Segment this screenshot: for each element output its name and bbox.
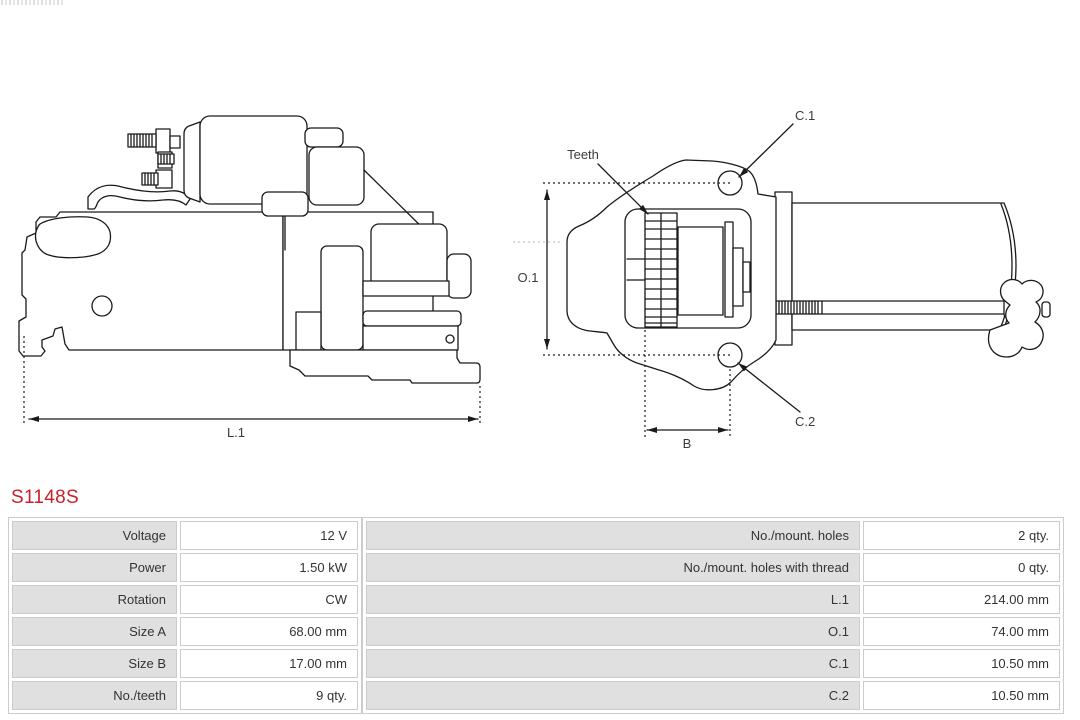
table-row	[12, 681, 358, 710]
table-row	[12, 521, 358, 550]
spec-value: 68.00 mm	[180, 617, 358, 646]
table-row	[12, 553, 358, 582]
dim-label-c1: C.1	[795, 108, 816, 123]
pinion-gear	[645, 213, 677, 327]
spec-value: CW	[180, 585, 358, 614]
spec-label: Size A	[12, 617, 177, 646]
table-row	[12, 617, 358, 646]
teeth-label: Teeth	[567, 147, 599, 162]
spec-label: O.1	[366, 617, 860, 646]
spec-value: 10.50 mm	[863, 649, 1060, 678]
spec-value: 214.00 mm	[863, 585, 1060, 614]
callout-c1	[739, 108, 815, 177]
front-view-drawing	[513, 108, 1050, 451]
side-view-drawing	[19, 116, 480, 440]
housing-hole	[92, 296, 112, 316]
spec-value: 17.00 mm	[180, 649, 358, 678]
spec-label: Voltage	[12, 521, 177, 550]
spec-table-right	[362, 517, 1064, 714]
spec-value: 1.50 kW	[180, 553, 358, 582]
table-row	[366, 649, 1060, 678]
spec-value: 0 qty.	[863, 553, 1060, 582]
callout-c2	[738, 363, 815, 429]
table-row	[366, 585, 1060, 614]
spec-value: 2 qty.	[863, 521, 1060, 550]
spec-label: L.1	[366, 585, 860, 614]
dim-label-c2: C.2	[795, 414, 816, 429]
spec-value: 12 V	[180, 521, 358, 550]
spec-label: No./teeth	[12, 681, 177, 710]
spec-value: 74.00 mm	[863, 617, 1060, 646]
table-row	[366, 617, 1060, 646]
product-code: S1148S	[11, 487, 80, 508]
table-row	[366, 553, 1060, 582]
spec-label: C.1	[366, 649, 860, 678]
spec-label: No./mount. holes	[366, 521, 860, 550]
spec-table-left	[8, 517, 362, 714]
table-row	[366, 681, 1060, 710]
spec-label: Rotation	[12, 585, 177, 614]
table-row	[12, 585, 358, 614]
dim-label-o1: O.1	[517, 270, 539, 285]
spec-label: Size B	[12, 649, 177, 678]
spec-label: Power	[12, 553, 177, 582]
dim-label-b: B	[682, 436, 692, 451]
table-row	[366, 521, 1060, 550]
spec-value: 10.50 mm	[863, 681, 1060, 710]
dim-label-l1: L.1	[226, 425, 246, 440]
spec-label: C.2	[366, 681, 860, 710]
spec-value: 9 qty.	[180, 681, 358, 710]
spec-label: No./mount. holes with thread	[366, 553, 860, 582]
table-row	[12, 649, 358, 678]
